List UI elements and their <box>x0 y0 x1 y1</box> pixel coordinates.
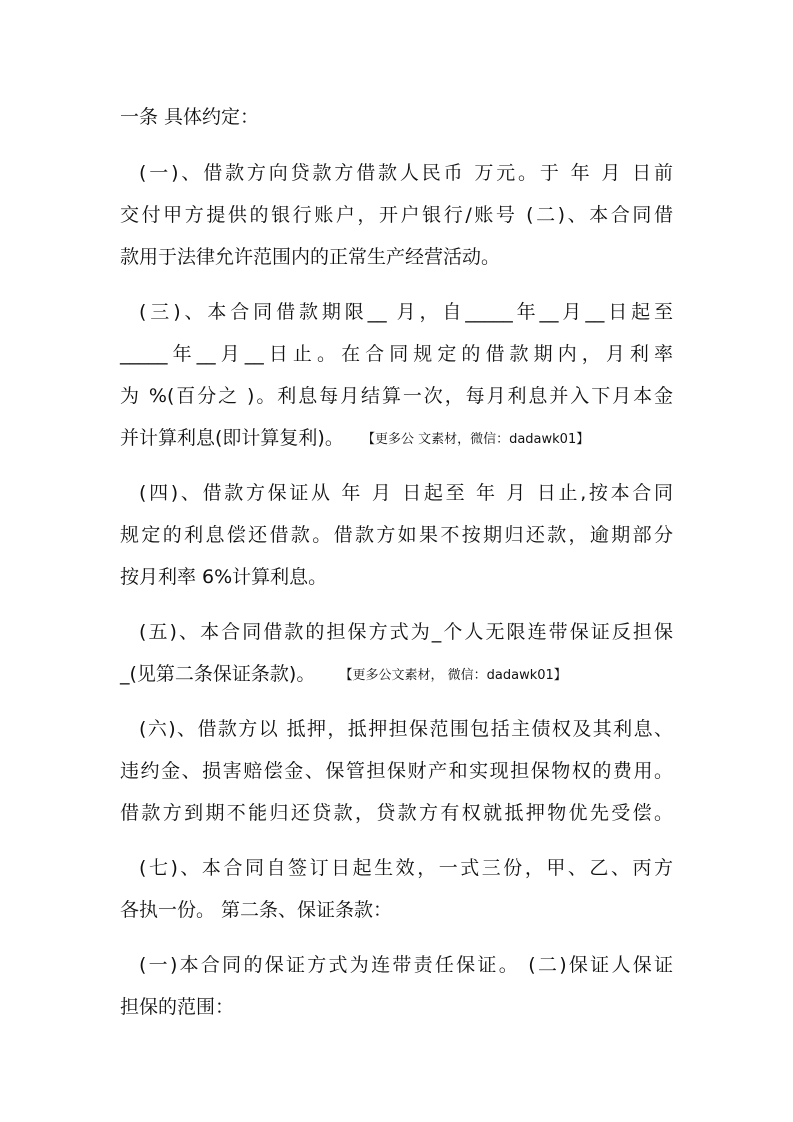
paragraph-6-line-2: 各执一份。 第二条、保证条款： <box>120 899 393 921</box>
promo-note: 【更多公 文素材，微信：dadawk01】 <box>361 432 590 447</box>
paragraph-6-line-1: (七)、本合同自签订日起生效，一式三份，甲、乙、丙方 <box>139 857 673 879</box>
paragraph-4-line-2 <box>120 662 673 688</box>
paragraph-5-line-3: 借款方到期不能归还贷款，贷款方有权就抵押物优先受偿。 <box>120 802 673 824</box>
paragraph-4-line-1: (五)、本合同借款的担保方式为_个人无限连带保证反担保 <box>139 621 673 643</box>
paragraph-1-line-3: 款用于法律允许范围内的正常生产经营活动。 <box>120 246 501 268</box>
paragraph-3-line-2: 规定的利息偿还借款。借款方如果不按期归还款，逾期部分 <box>120 524 673 546</box>
paragraph-7-line-2: 担保的范围： <box>120 996 235 1018</box>
paragraph-5-line-1: (六)、借款方以 抵押，抵押担保范围包括主债权及其利息、 <box>139 718 673 740</box>
paragraph-3-line-3: 按月利率 6%计算利息。 <box>120 566 328 588</box>
paragraph-5-line-2: 违约金、损害赔偿金、保管担保财产和实现担保物权的费用。 <box>120 760 673 782</box>
paragraph-1-line-2: 交付甲方提供的银行账户，开户银行/账号 (二)、本合同借 <box>120 204 673 226</box>
paragraph-2-line-1: (三)、本合同借款期限__ 月，自_____年__月__日起至 <box>139 301 673 323</box>
paragraph-2-line-4-text: 并计算利息(即计算复利)。 <box>120 427 344 449</box>
paragraph-3-line-1: (四)、借款方保证从 年 月 日起至 年 月 日止,按本合同 <box>139 482 673 504</box>
paragraph-2-line-4 <box>120 426 673 452</box>
paragraph-2-line-2: _____年__月__日止。在合同规定的借款期内，月利率 <box>120 343 673 365</box>
promo-note: 【更多公文素材， 微信：dadawk01】 <box>339 668 567 683</box>
section-heading: 一条 具体约定： <box>120 106 260 128</box>
paragraph-1-line-1: (一)、借款方向贷款方借款人民币 万元。于 年 月 日前 <box>139 162 673 184</box>
paragraph-7-line-1: (一)本合同的保证方式为连带责任保证。 (二)保证人保证 <box>139 954 673 976</box>
paragraph-2-line-3: 为 %(百分之 )。利息每月结算一次，每月利息并入下月本金 <box>120 385 673 407</box>
paragraph-4-line-2-text: _(见第二条保证条款)。 <box>120 663 316 685</box>
